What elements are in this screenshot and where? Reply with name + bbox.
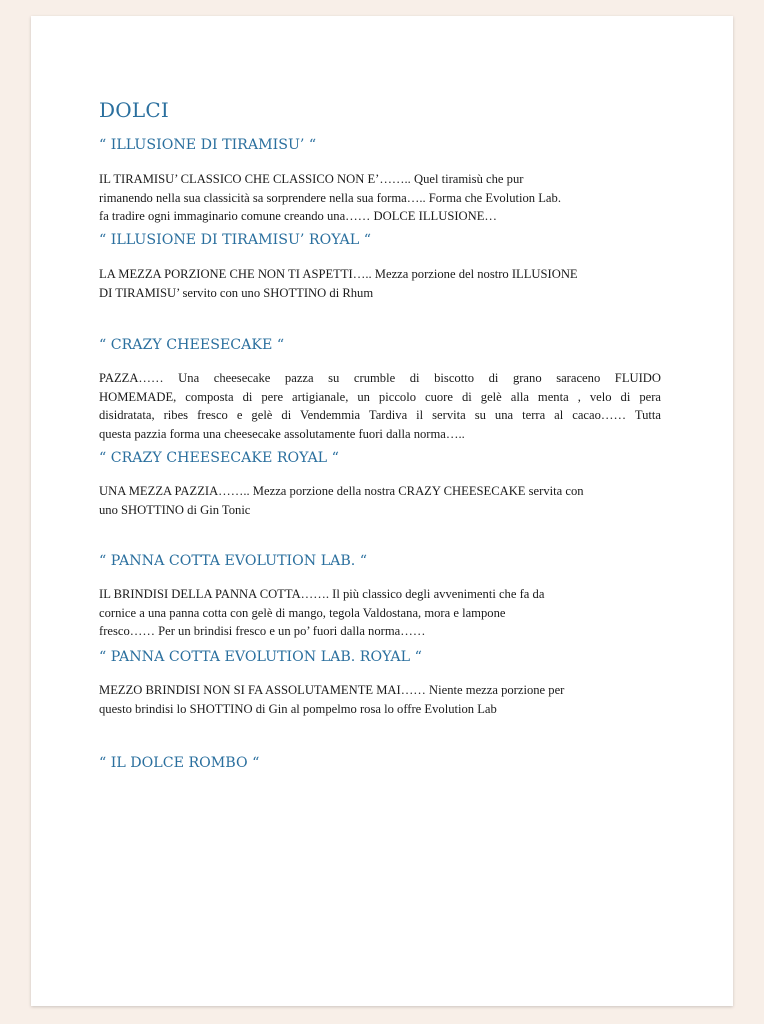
dessert-heading: “ CRAZY CHEESECAKE ROYAL “: [99, 450, 339, 466]
dessert-description: [99, 681, 661, 718]
dessert-description: [99, 170, 661, 226]
dessert-description: [99, 369, 661, 443]
description-line: MEZZO BRINDISI NON SI FA ASSOLUTAMENTE MAI…… Niente mezza porzione per: [99, 683, 565, 697]
description-line: IL TIRAMISU’ CLASSICO CHE CLASSICO NON E’…….. Quel tiramisù che pur: [99, 172, 524, 186]
description-line: uno SHOTTINO di Gin Tonic: [99, 502, 251, 517]
description-line: PAZZA…… Una cheesecake pazza su crumble di biscotto di grano saraceno FLUIDO: [99, 371, 661, 385]
description-line: IL BRINDISI DELLA PANNA COTTA……. Il più classico degli avvenimenti che fa da: [99, 587, 545, 601]
description-line: UNA MEZZA PAZZIA…….. Mezza porzione della nostra CRAZY CHEESECAKE servita con: [99, 484, 584, 498]
dessert-description: [99, 585, 661, 641]
dessert-heading: “ PANNA COTTA EVOLUTION LAB. “: [99, 553, 368, 569]
dessert-heading: “ ILLUSIONE DI TIRAMISU’ “: [99, 137, 317, 153]
dessert-description: [99, 482, 661, 519]
document-page: [31, 16, 733, 1006]
dessert-heading: “ CRAZY CHEESECAKE “: [99, 337, 285, 353]
description-line: questa pazzia forma una cheesecake assolutamente fuori dalla norma…..: [99, 426, 465, 441]
description-line: DI TIRAMISU’ servito con uno SHOTTINO di Rhum: [99, 285, 374, 300]
description-line: rimanendo nella sua classicità sa sorprendere nella sua forma….. Forma che Evolution Lab.: [99, 190, 561, 205]
page-title: DOLCI: [99, 98, 169, 122]
description-line: fa tradire ogni immaginario comune creando una…… DOLCE ILLUSIONE…: [99, 209, 497, 224]
dessert-heading: “ ILLUSIONE DI TIRAMISU’ ROYAL “: [99, 232, 371, 248]
description-line: cornice a una panna cotta con gelè di mango, tegola Valdostana, mora e lampone: [99, 605, 506, 620]
description-line: HOMEMADE, composta di pere artigianale, un piccolo cuore di gelè alla menta , velo di pera: [99, 389, 661, 404]
dessert-heading: “ PANNA COTTA EVOLUTION LAB. ROYAL “: [99, 649, 422, 665]
description-line: disidratata, ribes fresco e gelè di Vendemmia Tardiva il servita su una terra al cacao…… Tutta: [99, 408, 661, 423]
description-line: LA MEZZA PORZIONE CHE NON TI ASPETTI….. Mezza porzione del nostro ILLUSIONE: [99, 267, 578, 281]
description-line: fresco…… Per un brindisi fresco e un po’ fuori dalla norma……: [99, 624, 426, 639]
description-line: questo brindisi lo SHOTTINO di Gin al pompelmo rosa lo offre Evolution Lab: [99, 701, 497, 716]
dessert-heading: “ IL DOLCE ROMBO “: [99, 755, 260, 771]
dessert-description: [99, 265, 661, 302]
